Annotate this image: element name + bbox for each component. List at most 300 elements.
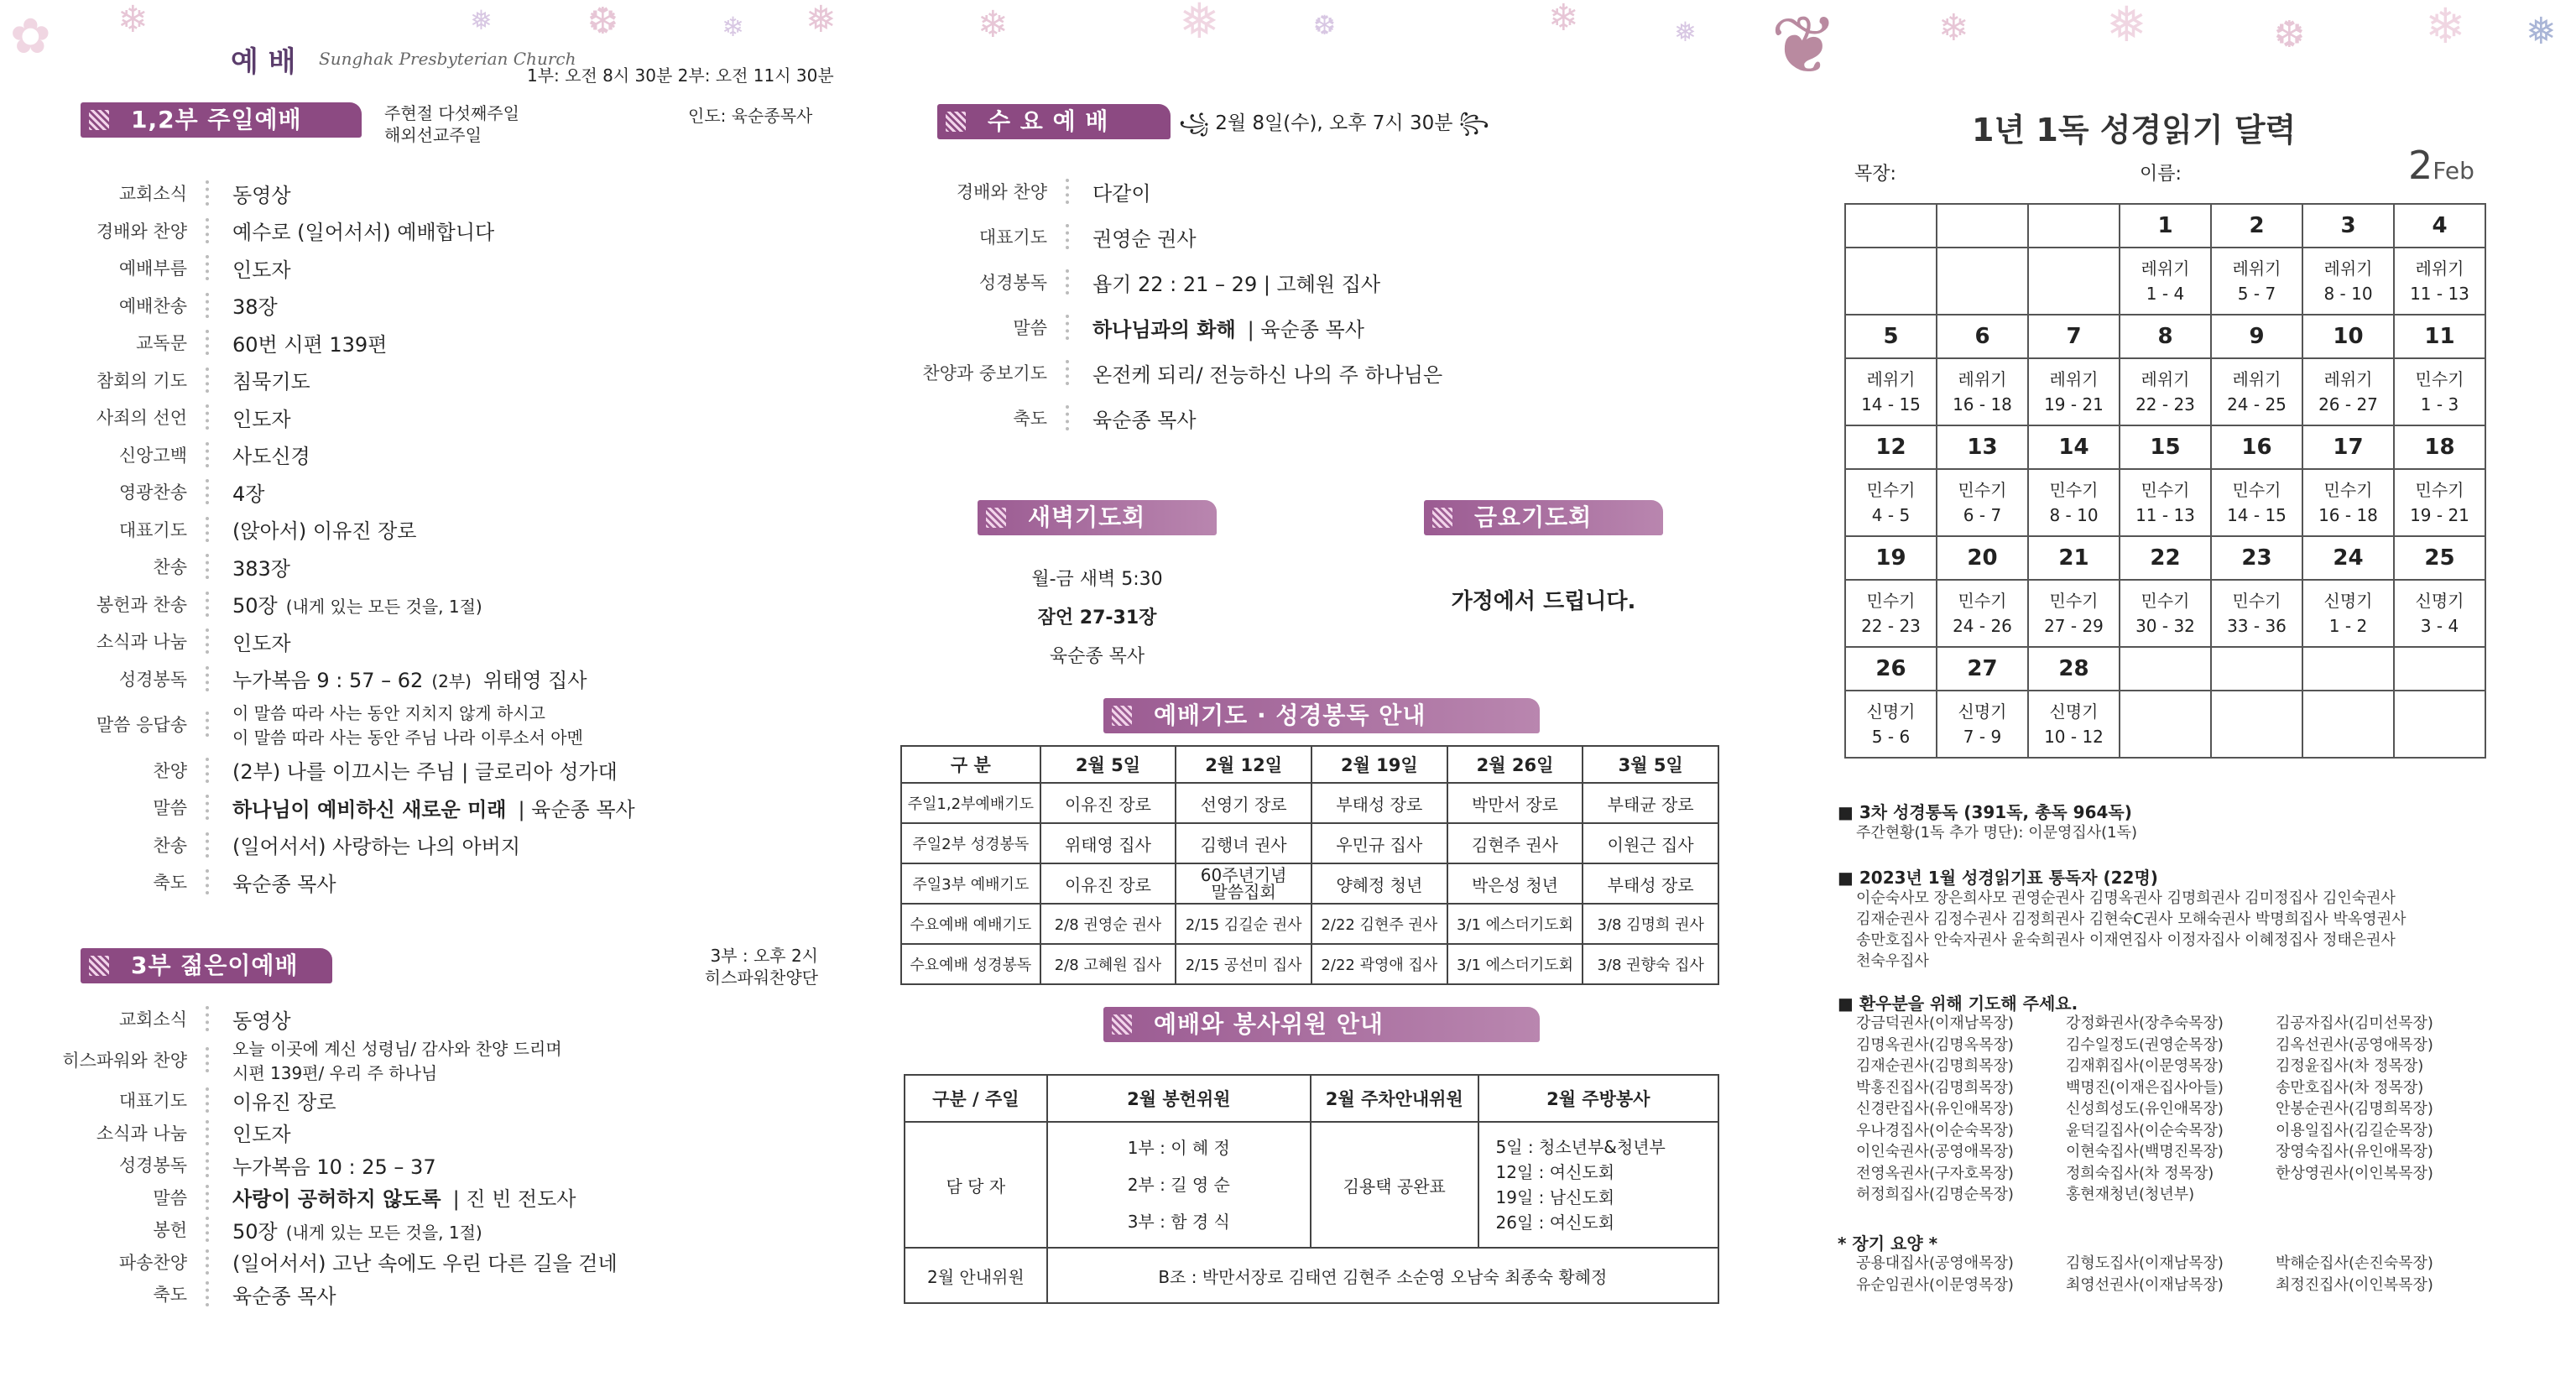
snowflake-icon: ❆	[1313, 9, 1336, 41]
offering-cell: 1부 : 이 혜 정 2부 : 길 영 순 3부 : 함 경 식	[1047, 1122, 1311, 1248]
day-number: 22	[2120, 536, 2211, 580]
day-reading: 레위기 22 - 23	[2120, 358, 2211, 425]
notice-title: ■ 환우분을 위해 기도해 주세요.	[1838, 993, 2078, 1014]
day-number: 21	[2028, 536, 2120, 580]
order-value: 누가복음 9 : 57 – 62 (2부) 위태영 집사	[232, 669, 587, 692]
day-number: 9	[2211, 315, 2302, 358]
order-row	[0, 212, 494, 249]
order-label: 말씀 응답송	[96, 715, 187, 735]
order-value: (일어서서) 사랑하는 나의 아버지	[232, 835, 521, 858]
dotted-divider	[1066, 179, 1071, 204]
day-reading: 민수기 30 - 32	[2120, 580, 2211, 647]
dotted-divider	[206, 442, 211, 467]
row-label: 수요예배 성경봉독	[901, 944, 1040, 984]
order-label: 봉헌과 찬송	[96, 594, 187, 615]
dotted-divider	[206, 479, 211, 504]
order-label: 말씀	[153, 798, 187, 818]
dotted-divider	[206, 218, 211, 243]
order-value: 오늘 이곳에 계신 성령님/ 감사와 찬양 드리며 시편 139편/ 우리 주 하나님	[232, 1038, 562, 1083]
order-value: (2부) 나를 이끄시는 주님 | 글로리아 성가대	[232, 760, 618, 784]
order-row	[0, 436, 310, 473]
day-number: 25	[2394, 536, 2485, 580]
dotted-divider	[206, 666, 211, 691]
day-reading: 민수기 24 - 26	[1937, 580, 2028, 647]
list-item	[2276, 1185, 2485, 1206]
table-row	[901, 863, 1718, 904]
list-item: 홍현재청년(청년부)	[2066, 1186, 2195, 1203]
order-value: 4장	[232, 482, 265, 506]
patient-list	[1856, 1014, 2485, 1206]
order-row	[0, 752, 618, 789]
dotted-divider	[206, 832, 211, 858]
snowflake-icon: ❅	[2526, 10, 2557, 53]
order-value: 육순종 목사	[232, 872, 336, 896]
dotted-divider	[206, 628, 211, 654]
snowflake-icon: ❄	[978, 3, 1009, 46]
day-number: 26	[1845, 647, 1937, 691]
day-reading: 신명기 10 - 12	[2028, 691, 2120, 758]
order-value: 인도자	[232, 631, 291, 655]
order-row	[0, 287, 278, 324]
day-number	[2302, 647, 2394, 691]
dotted-divider	[1066, 405, 1071, 430]
dawn-info: 월-금 새벽 5:30 잠언 27-31장 육순종 목사	[1031, 569, 1163, 667]
order-row	[877, 173, 1151, 210]
row-label: 주일2부 성경봉독	[901, 823, 1040, 863]
dotted-divider	[206, 1249, 211, 1275]
day-number: 10	[2302, 315, 2394, 358]
order-row	[0, 249, 291, 286]
day-reading: 레위기 1 - 4	[2120, 248, 2211, 315]
list-item: 김공자집사(김미선목장)	[2276, 1014, 2433, 1032]
table-cell: 박만서 장로	[1447, 783, 1583, 823]
order-value: 인도자	[232, 1123, 291, 1146]
table-header: 2월 26일	[1447, 746, 1583, 783]
dotted-divider	[206, 1152, 211, 1177]
day-number: 20	[1937, 536, 2028, 580]
day-number: 12	[1845, 425, 1937, 469]
table-cell: 2/15 공선미 집사	[1176, 944, 1311, 984]
order-label: 축도	[1013, 409, 1047, 429]
order-label: 교독문	[136, 333, 187, 353]
order-row	[877, 218, 1197, 255]
order-row	[0, 863, 336, 900]
dotted-divider	[206, 255, 211, 280]
day-reading	[1937, 248, 2028, 315]
row-label: 수요예배 예배기도	[901, 904, 1040, 944]
list-item: 이순숙사모 장은희사모 권영순권사 김명옥권사 김명희권사 김미정집사 김인숙권사	[1856, 889, 2396, 907]
section-title: 예배기도 · 성경봉독 안내	[1103, 698, 1540, 733]
table-cell: 김현주 권사	[1447, 823, 1583, 863]
table-cell: 양혜정 청년	[1311, 863, 1447, 904]
list-item: 박해순집사(손진숙목장)	[2276, 1254, 2433, 1272]
panel-prayer	[877, 0, 1745, 1387]
order-label: 소식과 나눔	[96, 1123, 187, 1144]
order-label: 찬양	[153, 760, 187, 781]
list-item: 신경란집사(유인애목장)	[1856, 1100, 2014, 1118]
list-item: 김정윤집사(차 정목장)	[2276, 1057, 2424, 1075]
day-number: 13	[1937, 425, 2028, 469]
dotted-divider	[206, 1217, 211, 1242]
order-value: 사도신경	[232, 445, 310, 468]
dotted-divider	[206, 1120, 211, 1145]
snowflake-icon: ❆	[587, 0, 618, 43]
dotted-divider	[206, 404, 211, 430]
day-reading: 민수기 33 - 36	[2211, 580, 2302, 647]
order-row	[0, 623, 291, 660]
order-label: 축도	[153, 873, 187, 893]
table-header: 3월 5일	[1583, 746, 1718, 783]
dotted-divider	[1066, 315, 1071, 340]
day-reading: 민수기 22 - 23	[1845, 580, 1937, 647]
order-value: 온전케 되리/ 전능하신 나의 주 하나님은	[1092, 362, 1443, 387]
table-cell: 선영기 장로	[1176, 783, 1311, 823]
list-item: 강정화권사(장추숙목장)	[2066, 1014, 2224, 1032]
list-item: 강금덕권사(이재남목장)	[1856, 1014, 2014, 1032]
table-cell: 3/8 권향숙 집사	[1583, 944, 1718, 984]
order-value: 육순종 목사	[232, 1284, 336, 1308]
section-title: 3부 젊은이예배	[81, 948, 332, 983]
day-number	[2394, 647, 2485, 691]
week-reading-row	[1845, 691, 2485, 758]
notice-text: 주간현황(1독 추가 명단): 이문영집사(1독)	[1856, 824, 2138, 842]
week-number-row	[1845, 315, 2485, 358]
order-value: 383장	[232, 556, 290, 581]
section-title: 예배와 봉사위원 안내	[1103, 1007, 1540, 1042]
table-cell: 부태균 장로	[1583, 783, 1718, 823]
title-mark-icon	[89, 956, 109, 976]
day-number: 24	[2302, 536, 2394, 580]
day-number	[2028, 204, 2120, 248]
list-item: 김재휘집사(이문영목장)	[2066, 1057, 2224, 1075]
day-reading: 민수기 11 - 13	[2120, 469, 2211, 536]
order-label: 예배부름	[118, 258, 187, 279]
leader: 인도: 육순종목사	[688, 106, 813, 126]
order-row	[0, 324, 387, 361]
order-row	[0, 1000, 291, 1037]
list-item: 공용대집사(공영애목장)	[1856, 1254, 2014, 1272]
week-reading-row	[1845, 358, 2485, 425]
day-reading: 레위기 8 - 10	[2302, 248, 2394, 315]
notice-title: * 장기 요양 *	[1838, 1233, 1938, 1254]
order-row	[877, 309, 1364, 346]
day-number: 7	[2028, 315, 2120, 358]
list-item: 송만호집사(차 정목장)	[2276, 1078, 2424, 1097]
week-number-row	[1845, 536, 2485, 580]
order-value: 이유진 장로	[232, 1090, 336, 1114]
table-header-row	[901, 746, 1718, 783]
notice-title: ■ 2023년 1월 성경읽기표 통독자 (22명)	[1838, 868, 2158, 888]
day-reading: 민수기 27 - 29	[2028, 580, 2120, 647]
dotted-divider	[206, 180, 211, 206]
order-row	[0, 1244, 618, 1280]
ornament-right-icon: ꧂	[1452, 112, 1489, 134]
day-reading: 레위기 19 - 21	[2028, 358, 2120, 425]
list-item: 김옥선권사(공영애목장)	[2276, 1035, 2433, 1054]
day-number	[2211, 647, 2302, 691]
order-row	[0, 1114, 291, 1151]
snowflake-icon: ❄	[722, 11, 744, 43]
order-label: 찬송	[153, 835, 187, 856]
week-reading-row	[1845, 580, 2485, 647]
order-value: 다같이	[1092, 181, 1151, 206]
reader-list	[1856, 888, 2406, 972]
church-name: Sunghak Presbyterian Church	[319, 49, 576, 69]
dotted-divider	[206, 869, 211, 894]
order-label: 대표기도	[118, 1091, 187, 1111]
table-cell: 2/22 곽영애 집사	[1311, 944, 1447, 984]
care-list	[1856, 1254, 2485, 1296]
day-number: 15	[2120, 425, 2211, 469]
list-item: 안봉순권사(김명희목장)	[2276, 1100, 2433, 1118]
order-label: 영광찬송	[118, 482, 187, 503]
week-number-row	[1845, 647, 2485, 691]
order-label: 성경봉독	[118, 669, 187, 690]
day-number: 27	[1937, 647, 2028, 691]
day-reading: 레위기 16 - 18	[1937, 358, 2028, 425]
name-label: 이름:	[2140, 164, 2182, 185]
order-label: 신앙고백	[118, 445, 187, 466]
day-reading	[2211, 691, 2302, 758]
calendar-title: 1년 1독 성경읽기 달력	[1972, 112, 2297, 149]
list-item: 최정진집사(이인복목장)	[2276, 1275, 2433, 1294]
row-label: 담 당 자	[905, 1122, 1047, 1248]
dotted-divider	[206, 368, 211, 393]
service-times: 1부: 오전 8시 30분 2부: 오전 11시 30분	[527, 65, 834, 86]
dotted-divider	[1066, 224, 1071, 249]
list-item: 이용일집사(김길순목장)	[2276, 1121, 2433, 1139]
table-header: 구 분	[901, 746, 1040, 783]
table-header: 2월 19일	[1311, 746, 1447, 783]
title-mark-icon	[1112, 1014, 1132, 1035]
order-value: 이 말씀 따라 사는 동안 지치지 않게 하시고 이 말씀 따라 사는 동안 주님 나라 이루소서 아멘	[232, 703, 583, 748]
row-label: 주일1,2부예배기도	[901, 783, 1040, 823]
youth-info: 3부 : 오후 2시 히스파워찬양단	[704, 946, 818, 988]
order-label: 파송찬양	[118, 1252, 187, 1273]
order-label: 찬양과 중보기도	[922, 363, 1047, 383]
day-reading: 민수기 8 - 10	[2028, 469, 2120, 536]
table-cell: 이원근 집사	[1583, 823, 1718, 863]
section-title: 수 요 예 배	[937, 104, 1171, 139]
flower-decoration-icon: ✿	[10, 8, 51, 65]
day-number: 14	[2028, 425, 2120, 469]
order-label: 축도	[153, 1285, 187, 1305]
friday-info: 가정에서 드립니다.	[1451, 589, 1636, 614]
list-item: 김재순권사 김정수권사 김정희권사 김현숙C권사 모해숙권사 박명희집사 박옥영권사	[1856, 910, 2407, 928]
table-row	[901, 823, 1718, 863]
reading-calendar	[1844, 203, 2486, 759]
order-row	[877, 263, 1380, 300]
order-label: 소식과 나눔	[96, 632, 187, 652]
list-item: 천숙우집사	[1856, 952, 1929, 970]
day-reading: 신명기 3 - 4	[2394, 580, 2485, 647]
day-reading: 민수기 16 - 18	[2302, 469, 2394, 536]
day-number: 18	[2394, 425, 2485, 469]
section-title: 1,2부 주일예배	[81, 102, 362, 138]
day-number: 16	[2211, 425, 2302, 469]
week-number-row	[1845, 425, 2485, 469]
ornament-left-icon: ꧁	[1179, 112, 1216, 134]
list-item: 정희숙집사(차 정목장)	[2066, 1164, 2214, 1182]
panel-bible-calendar	[1754, 0, 2576, 1387]
order-value: 사랑이 공허하지 않도록 | 진 빈 전도사	[232, 1187, 576, 1211]
order-label: 교회소식	[118, 1009, 187, 1030]
snowflake-icon: ❅	[806, 0, 837, 41]
list-item: 김명옥권사(김명옥목장)	[1856, 1035, 2014, 1054]
day-reading	[2120, 691, 2211, 758]
table-cell: 위태영 집사	[1040, 823, 1176, 863]
day-reading: 민수기 14 - 15	[2211, 469, 2302, 536]
day-reading: 민수기 1 - 3	[2394, 358, 2485, 425]
day-number: 23	[2211, 536, 2302, 580]
day-reading: 민수기 4 - 5	[1845, 469, 1937, 536]
day-reading	[2302, 691, 2394, 758]
order-row	[0, 1146, 436, 1183]
guide-cell: B조 : 박만서장로 김태연 김현주 소순영 오남숙 최종숙 황혜정	[1047, 1248, 1718, 1303]
table-cell: 이유진 장로	[1040, 863, 1176, 904]
table-header: 2월 12일	[1176, 746, 1311, 783]
day-reading: 레위기 26 - 27	[2302, 358, 2394, 425]
table-row	[901, 783, 1718, 823]
list-item: 김형도집사(이재남목장)	[2066, 1254, 2224, 1272]
week-reading-row	[1845, 248, 2485, 315]
day-reading	[2028, 248, 2120, 315]
day-number	[1845, 204, 1937, 248]
list-item: 우나경집사(이순숙목장)	[1856, 1121, 2014, 1139]
day-number: 19	[1845, 536, 1937, 580]
dotted-divider	[206, 795, 211, 820]
day-reading	[2394, 691, 2485, 758]
day-reading: 레위기 11 - 13	[2394, 248, 2485, 315]
table-cell: 2/8 권영순 권사	[1040, 904, 1176, 944]
table-cell: 박은성 청년	[1447, 863, 1583, 904]
list-item: 이인숙권사(공영애목장)	[1856, 1143, 2014, 1160]
dotted-divider	[206, 1006, 211, 1031]
list-item: 이현숙집사(백명진목장)	[2066, 1143, 2224, 1160]
order-row	[0, 362, 310, 399]
tree-decoration-icon: ❦	[1770, 0, 1838, 92]
kitchen-cell: 5일 : 청소년부&청년부 12일 : 여신도회 19일 : 남신도회 26일 : 여신도회	[1478, 1122, 1718, 1248]
table-header: 2월 봉헌위원	[1047, 1075, 1311, 1122]
dotted-divider	[206, 712, 211, 737]
dotted-divider	[206, 592, 211, 617]
table-cell: 60주년기념 말씀집회	[1176, 863, 1311, 904]
order-value: 38장	[232, 295, 278, 319]
list-item: 윤덕길집사(이순숙목장)	[2066, 1121, 2224, 1139]
list-item: 송만호집사 안숙자권사 윤숙희권사 이재연집사 이정자집사 이혜정집사 정태은권사	[1856, 931, 2396, 949]
dotted-divider	[206, 1047, 211, 1072]
sunday-info: 주현절 다섯째주일 해외선교주일	[384, 103, 519, 145]
table-cell: 2/8 고혜원 집사	[1040, 944, 1176, 984]
day-reading	[1845, 248, 1937, 315]
table-row	[901, 904, 1718, 944]
list-item: 전영옥권사(구자호목장)	[1856, 1164, 2014, 1182]
day-number: 3	[2302, 204, 2394, 248]
order-row	[877, 354, 1442, 391]
order-row	[0, 789, 635, 826]
table-cell: 3/1 에스더기도회	[1447, 944, 1583, 984]
order-value: 동영상	[232, 183, 291, 207]
order-row	[0, 826, 520, 863]
list-item: 유순임권사(이문영목장)	[1856, 1275, 2014, 1294]
order-label: 말씀	[1013, 318, 1047, 338]
title-mark-icon	[986, 508, 1006, 528]
order-value: 누가복음 10 : 25 – 37	[232, 1155, 436, 1179]
order-value: 60번 시편 139편	[232, 332, 388, 357]
day-reading: 신명기 1 - 2	[2302, 580, 2394, 647]
table-cell: 부태성 장로	[1311, 783, 1447, 823]
order-label: 성경봉독	[978, 273, 1047, 293]
panel-worship	[0, 0, 873, 1387]
order-label: 교회소식	[118, 184, 187, 204]
order-row	[0, 1033, 562, 1087]
order-row	[877, 399, 1197, 436]
table-cell: 2/22 김현주 권사	[1311, 904, 1447, 944]
order-row	[0, 473, 264, 510]
week-number-row	[1845, 204, 2485, 248]
day-reading: 레위기 24 - 25	[2211, 358, 2302, 425]
wed-time: ꧁ 2월 8일(수), 오후 7시 30분 ꧂	[1179, 112, 1489, 134]
dotted-divider	[206, 1185, 211, 1210]
notice-title: ■ 3차 성경통독 (391독, 총독 964독)	[1838, 802, 2132, 822]
day-number	[2120, 647, 2211, 691]
snowflake-icon: ❄	[117, 0, 149, 41]
day-number: 8	[2120, 315, 2211, 358]
order-row	[0, 697, 583, 751]
day-number	[1937, 204, 2028, 248]
order-label: 말씀	[153, 1187, 187, 1208]
dotted-divider	[206, 293, 211, 318]
list-item: 김수일정도(권영순목장)	[2066, 1035, 2224, 1054]
snowflake-icon: ❄	[2425, 0, 2466, 55]
order-label: 참회의 기도	[96, 370, 187, 391]
section-title: 새벽기도회	[978, 500, 1217, 535]
table-cell: 3/1 에스더기도회	[1447, 904, 1583, 944]
day-number: 2	[2211, 204, 2302, 248]
title-mark-icon	[1432, 508, 1452, 528]
day-number: 4	[2394, 204, 2485, 248]
order-label: 경배와 찬양	[96, 221, 187, 242]
order-value: 인도자	[232, 258, 291, 282]
dotted-divider	[206, 554, 211, 579]
order-value: 침묵기도	[232, 370, 310, 394]
order-row	[0, 399, 291, 435]
day-number: 17	[2302, 425, 2394, 469]
snowflake-icon: ❄	[1548, 0, 1579, 39]
table-cell: 김행녀 권사	[1176, 823, 1311, 863]
list-item: 신성희성도(유인애목장)	[2066, 1100, 2224, 1118]
title-mark-icon	[1112, 706, 1132, 726]
order-row	[0, 1179, 576, 1216]
order-label: 봉헌	[153, 1220, 187, 1240]
order-value: 동영상	[232, 1009, 291, 1033]
table-cell: 이유진 장로	[1040, 783, 1176, 823]
list-item: 김재순권사(김명희목장)	[1856, 1057, 2014, 1075]
dotted-divider	[1066, 360, 1071, 385]
dotted-divider	[206, 1087, 211, 1113]
title-mark-icon	[946, 112, 966, 132]
table-header: 2월 주방봉사	[1478, 1075, 1718, 1122]
table-header: 2월 주차안내위원	[1311, 1075, 1478, 1122]
order-row	[0, 1275, 336, 1312]
order-label: 성경봉독	[118, 1155, 187, 1176]
day-number: 1	[2120, 204, 2211, 248]
day-reading: 신명기 5 - 6	[1845, 691, 1937, 758]
parish-label: 목장:	[1854, 164, 1896, 185]
order-row	[0, 1211, 482, 1248]
table-cell: 우민규 집사	[1311, 823, 1447, 863]
table-cell: 3/8 김명희 권사	[1583, 904, 1718, 944]
